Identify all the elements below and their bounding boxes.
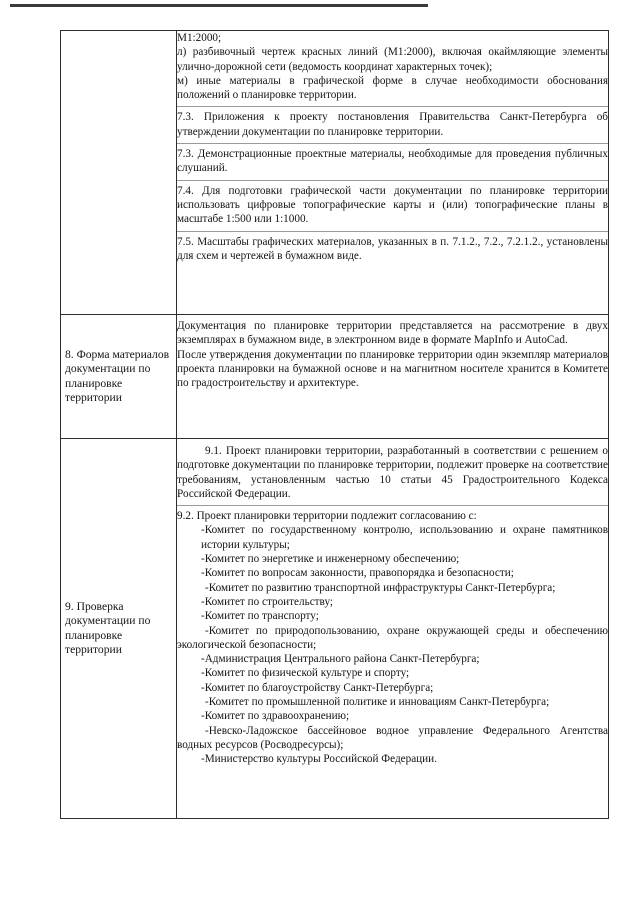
agency-list <box>177 652 608 695</box>
paragraph: м) иные материалы в графической форме в случае необходимости обоснования положений о планировке территории. <box>177 74 608 102</box>
paragraph: После утверждения документации по планировке территории один экземпляр материалов проекта планировки на бумажной основе и на магнитном носителе хранится в Комитете по градостроительству и архитектуре. <box>177 348 608 390</box>
row-content-7 <box>177 31 609 315</box>
agency-list <box>177 752 608 766</box>
table-row-9 <box>61 439 609 819</box>
paragraph: М1:2000; <box>177 32 222 44</box>
list-item: -Комитет по вопросам законности, правопорядка и безопасности; <box>201 567 514 580</box>
row-content-8 <box>177 315 609 439</box>
paragraph: 7.5. Масштабы графических материалов, указанных в п. 7.1.2., 7.2., 7.2.1.2., установлены для схем и чертежей в бумажном виде. <box>177 231 608 264</box>
table-row-8 <box>61 315 609 439</box>
list-item: -Комитет по благоустройству Санкт-Петербурга; <box>201 681 434 694</box>
list-item: -Комитет по физической культуре и спорту; <box>201 667 410 680</box>
paragraph: л) разбивочный чертеж красных линий (М1:2000), включая окаймляющие элементы улично-дорожной сети (ведомость координат характерных точек); <box>177 46 608 73</box>
row-label-text: 9. Проверка документации по планировке территории <box>65 599 151 656</box>
list-item: -Комитет по развитию транспортной инфраструктуры Санкт-Петербурга; <box>205 581 556 594</box>
agency-list <box>177 595 608 624</box>
table-row-7 <box>61 31 609 315</box>
top-rule <box>10 4 428 7</box>
row-label-9 <box>61 439 177 819</box>
paragraph: 7.3. Демонстрационные проектные материалы, необходимые для проведения публичных слушаний. <box>177 143 608 176</box>
agency-list <box>177 523 608 580</box>
paragraph: 7.4. Для подготовки графической части документации по планировке территории использовать цифровые топографические карты и (или) топографические планы в масштабе 1:500 или 1:1000. <box>177 180 608 227</box>
list-item: -Комитет по строительству; <box>201 595 334 608</box>
list-item: -Невско-Ладожское бассейновое водное управление Федерального Агентства водных ресурсов (Росводресурсы); <box>177 724 608 751</box>
row-label-text: 8. Форма материалов документации по планировке территории <box>65 347 170 404</box>
row-label-7 <box>61 31 177 315</box>
list-item: -Министерство культуры Российской Федерации. <box>201 753 437 766</box>
list-item: -Комитет по природопользованию, охране окружающей среды и обеспечению экологической безопасности; <box>177 624 608 651</box>
list-item: -Комитет по государственному контролю, использованию и охране памятников истории культуры; <box>201 524 608 551</box>
agency-list <box>177 709 608 723</box>
list-item: -Администрация Центрального района Санкт-Петербурга; <box>201 653 480 666</box>
requirements-table <box>60 30 609 819</box>
row-content-9 <box>177 439 609 819</box>
list-item: -Комитет по энергетике и инженерному обеспечению; <box>201 553 460 566</box>
row-label-8 <box>61 315 177 439</box>
list-item: -Комитет по здравоохранению; <box>201 710 350 723</box>
list-item: -Комитет по промышленной политике и инновациям Санкт-Петербурга; <box>205 696 550 709</box>
paragraph: 9.2. Проект планировки территории подлежит согласованию с: <box>177 505 608 523</box>
paragraph: 9.1. Проект планировки территории, разработанный в соответствии с решением о подготовке документации по планировке территории, подлежит проверке на соответствие требованиям, установленным частью 10 статьи 45 Градостроительного Кодекса Российской Федерации. <box>177 445 608 500</box>
list-item: -Комитет по транспорту; <box>201 610 319 623</box>
paragraph: Документация по планировке территории представляется на рассмотрение в двух экземплярах в бумажном виде, в электронном виде в формате MapInfo и AutoCad. <box>177 320 608 347</box>
paragraph: 7.3. Приложения к проекту постановления Правительства Санкт-Петербурга об утверждении документации по планировке территории. <box>177 106 608 139</box>
